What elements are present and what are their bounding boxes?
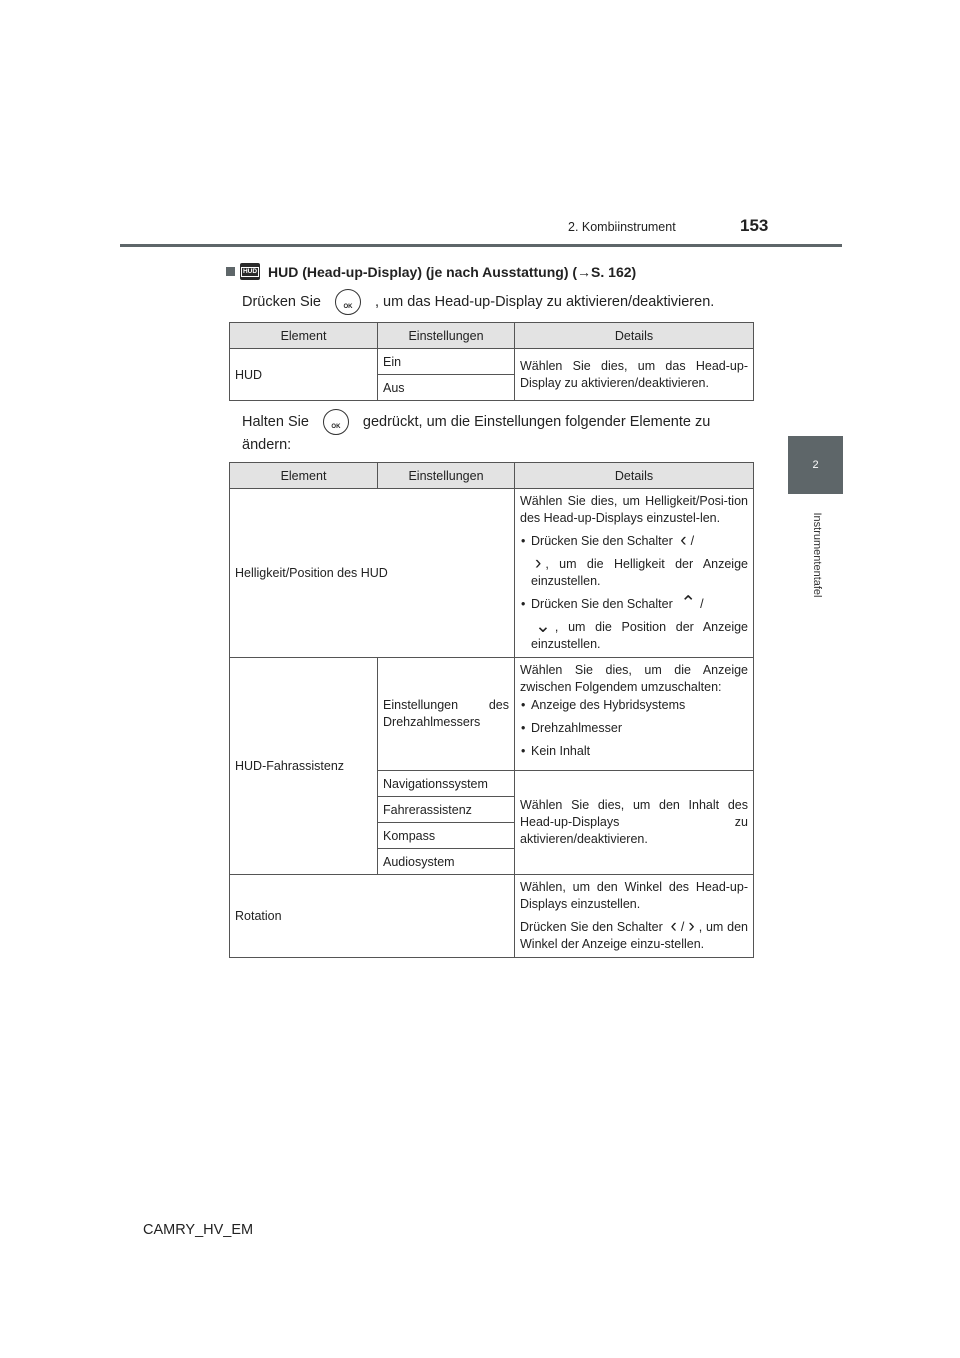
details-cell: Wählen, um den Winkel des Head-up-Displays einzustellen. Drücken Sie den Schalter ‹ / › , um den Winkel der Anzeige einzu-stellen. <box>515 875 754 958</box>
footer-code: CAMRY_HV_EM <box>143 1222 254 1238</box>
setting-cell: Audiosystem <box>378 849 515 875</box>
table-row <box>230 658 754 771</box>
intro-paragraph-2: Halten SieOK gedrückt, um die Einstellungen folgender Elemente zu ändern: <box>242 409 745 456</box>
setting-cell: Kompass <box>378 823 515 849</box>
section-heading <box>226 263 636 280</box>
chevron-right-icon: › <box>535 553 542 574</box>
column-header: Element <box>230 463 378 489</box>
table-row <box>230 349 754 375</box>
table-hud-advanced-settings <box>229 462 754 958</box>
column-header: Details <box>515 323 754 349</box>
column-header: Element <box>230 323 378 349</box>
details-cell: Wählen Sie dies, um das Head-up-Display zu aktivieren/deaktivieren. <box>515 349 754 401</box>
column-header: Einstellungen <box>378 463 515 489</box>
element-cell: Rotation <box>230 875 515 958</box>
setting-cell: Ein <box>378 349 515 375</box>
side-tab-label: Instrumententafel <box>811 512 823 598</box>
setting-cell: Aus <box>378 375 515 401</box>
chevron-up-icon: ⌃ <box>680 593 697 614</box>
chevron-right-icon: › <box>688 916 695 937</box>
setting-cell: Einstellungen des Drehzahlmessers <box>378 658 515 771</box>
list-item: • Drehzahlmesser <box>520 720 748 737</box>
chevron-left-icon: ‹ <box>680 530 687 551</box>
chapter-title: 2. Kombiinstrument <box>568 220 676 234</box>
table-row <box>230 875 754 958</box>
section-title: HUD (Head-up-Display) (je nach Ausstattung) (→S. 162) <box>268 263 637 280</box>
column-header: Details <box>515 463 754 489</box>
hud-icon: HUD <box>240 263 260 280</box>
table-row <box>230 489 754 658</box>
table-header-row <box>230 463 754 489</box>
details-cell: Wählen Sie dies, um Helligkeit/Posi-tion des Head-up-Displays einzustel-len. • Drücken Sie den Schalter ‹ / › , um die Helligkeit der Anzeige einzustellen. • Drücken Sie den Schalter ⌃ / ⌄ , um die Position der Anzeige einzustellen. <box>515 489 754 658</box>
table-header-row <box>230 323 754 349</box>
ok-button-icon <box>323 409 349 435</box>
chevron-down-icon: ⌄ <box>535 616 551 637</box>
table-hud-settings <box>229 322 754 401</box>
setting-cell: Fahrerassistenz <box>378 797 515 823</box>
intro-paragraph-1: Drücken SieOK , um das Head-up-Display zu aktivieren/deaktivieren. <box>242 289 714 315</box>
details-cell: Wählen Sie dies, um den Inhalt des Head-up-Displays zu aktivieren/deaktivieren. <box>515 771 754 875</box>
details-cell: Wählen Sie dies, um die Anzeige zwischen Folgendem umzuschalten: • Anzeige des Hybridsystems • Drehzahlmesser • Kein Inhalt <box>515 658 754 771</box>
page-number: 153 <box>740 216 769 235</box>
element-cell: HUD-Fahrassistenz <box>230 658 378 875</box>
element-cell: HUD <box>230 349 378 401</box>
setting-cell: Navigationssystem <box>378 771 515 797</box>
list-item: • Anzeige des Hybridsystems <box>520 697 748 714</box>
element-cell: Helligkeit/Position des HUD <box>230 489 515 658</box>
column-header: Einstellungen <box>378 323 515 349</box>
side-tab-number: 2 <box>788 436 843 494</box>
ok-button-icon <box>335 289 361 315</box>
list-item: • Kein Inhalt <box>520 743 748 760</box>
square-bullet-icon <box>226 267 235 276</box>
header-rule <box>120 244 842 247</box>
chevron-left-icon: ‹ <box>670 916 677 937</box>
